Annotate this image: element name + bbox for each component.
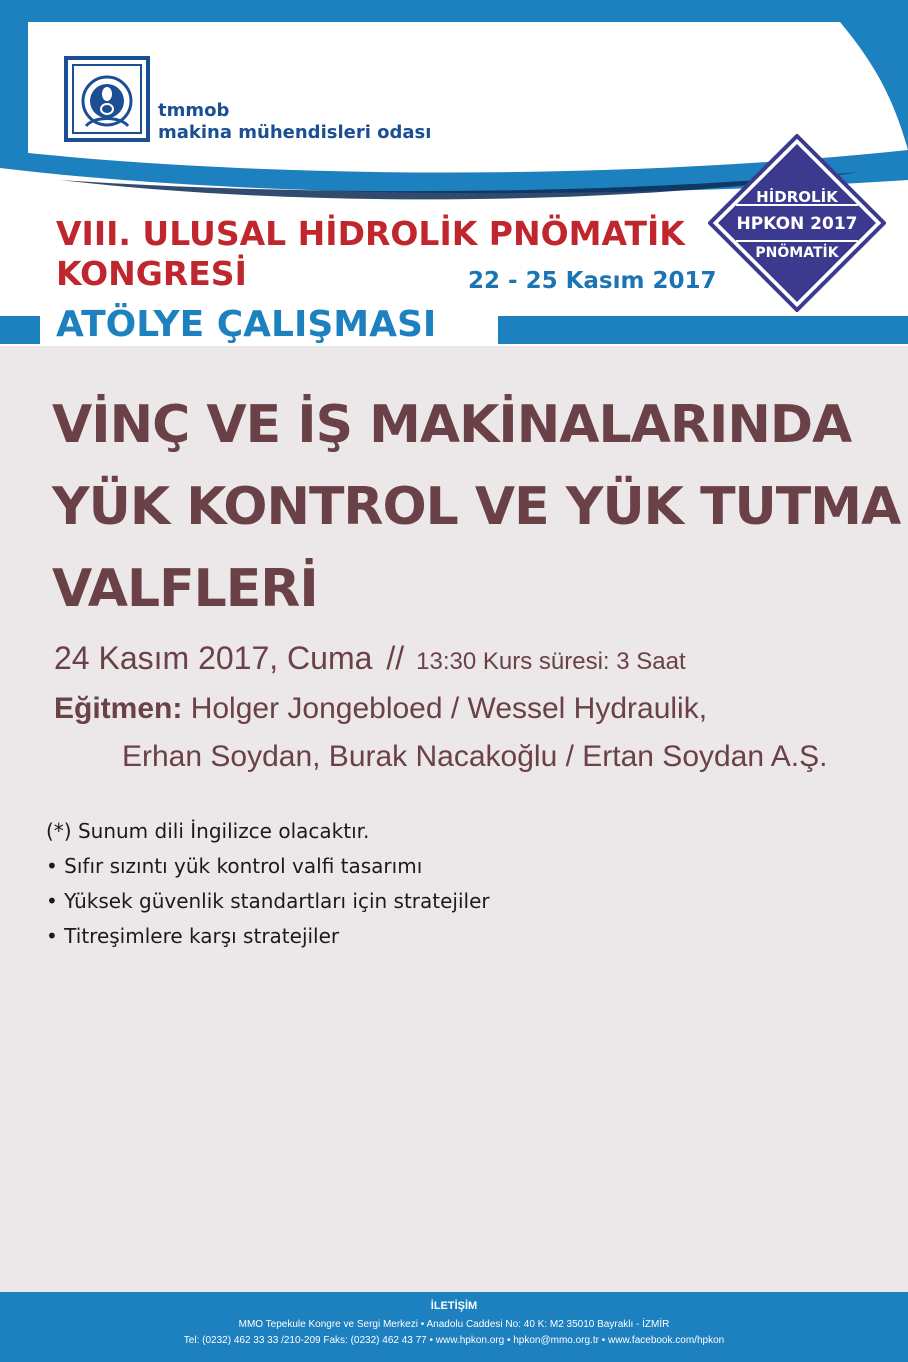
congress-title-line1: VIII. ULUSAL HİDROLİK PNÖMATİK bbox=[56, 214, 685, 253]
event-title-line: VALFLERİ bbox=[52, 559, 318, 619]
list-item: (*) Sunum dili İngilizce olacaktır. bbox=[46, 819, 370, 843]
event-title bbox=[52, 384, 901, 630]
footer bbox=[0, 1292, 908, 1362]
footer-address: MMO Tepekule Kongre ve Sergi Merkezi • Anadolu Caddesi No: 40 K: M2 35010 Bayraklı - İZMİR bbox=[238, 1319, 670, 1330]
trainer-names-1: Holger Jongebloed / Wessel Hydraulik, bbox=[190, 692, 708, 725]
badge-top: HİDROLİK bbox=[756, 188, 838, 206]
workshop-bar-right bbox=[498, 316, 908, 344]
badge-bottom: PNÖMATİK bbox=[755, 245, 839, 261]
notes-list bbox=[46, 814, 490, 954]
list-item: • Yüksek güvenlik standartları için stratejiler bbox=[46, 889, 490, 913]
event-title-line: VİNÇ VE İŞ MAKİNALARINDA bbox=[52, 395, 852, 455]
congress-title-line2: KONGRESİ bbox=[56, 254, 247, 293]
org-name-line2: makina mühendisleri odası bbox=[158, 122, 432, 143]
badge-middle: HPKON 2017 bbox=[736, 214, 858, 234]
session-time: 13:30 Kurs süresi: 3 Saat bbox=[416, 648, 686, 675]
trainer-line bbox=[54, 692, 707, 726]
footer-heading: İLETİŞİM bbox=[430, 1300, 478, 1312]
session-line bbox=[54, 640, 686, 677]
trainer-names-2: Erhan Soydan, Burak Nacakoğlu / Ertan Soydan A.Ş. bbox=[122, 740, 828, 773]
trainer-label: Eğitmen: bbox=[54, 692, 183, 725]
list-item: • Sıfır sızıntı yük kontrol valfi tasarımı bbox=[46, 854, 423, 878]
session-separator: // bbox=[386, 640, 405, 676]
workshop-bar-left bbox=[0, 316, 40, 344]
org-name-line1: tmmob bbox=[158, 100, 230, 121]
list-item: • Titreşimlere karşı stratejiler bbox=[46, 924, 340, 948]
congress-dates: 22 - 25 Kasım 2017 bbox=[468, 268, 717, 294]
org-name bbox=[158, 100, 431, 144]
event-title-line: YÜK KONTROL VE YÜK TUTMA bbox=[52, 477, 901, 537]
workshop-label: ATÖLYE ÇALIŞMASI bbox=[56, 304, 437, 345]
session-date: 24 Kasım 2017, Cuma bbox=[54, 640, 373, 676]
hpkon-diamond-badge-icon bbox=[708, 134, 886, 312]
footer-contacts: Tel: (0232) 462 33 33 /210-209 Faks: (0232) 462 43 77 • www.hpkon.org • hpkon@mmo.org.tr • www.facebook.com/hpkon bbox=[183, 1335, 725, 1346]
mmo-gear-logo-icon bbox=[64, 56, 150, 142]
